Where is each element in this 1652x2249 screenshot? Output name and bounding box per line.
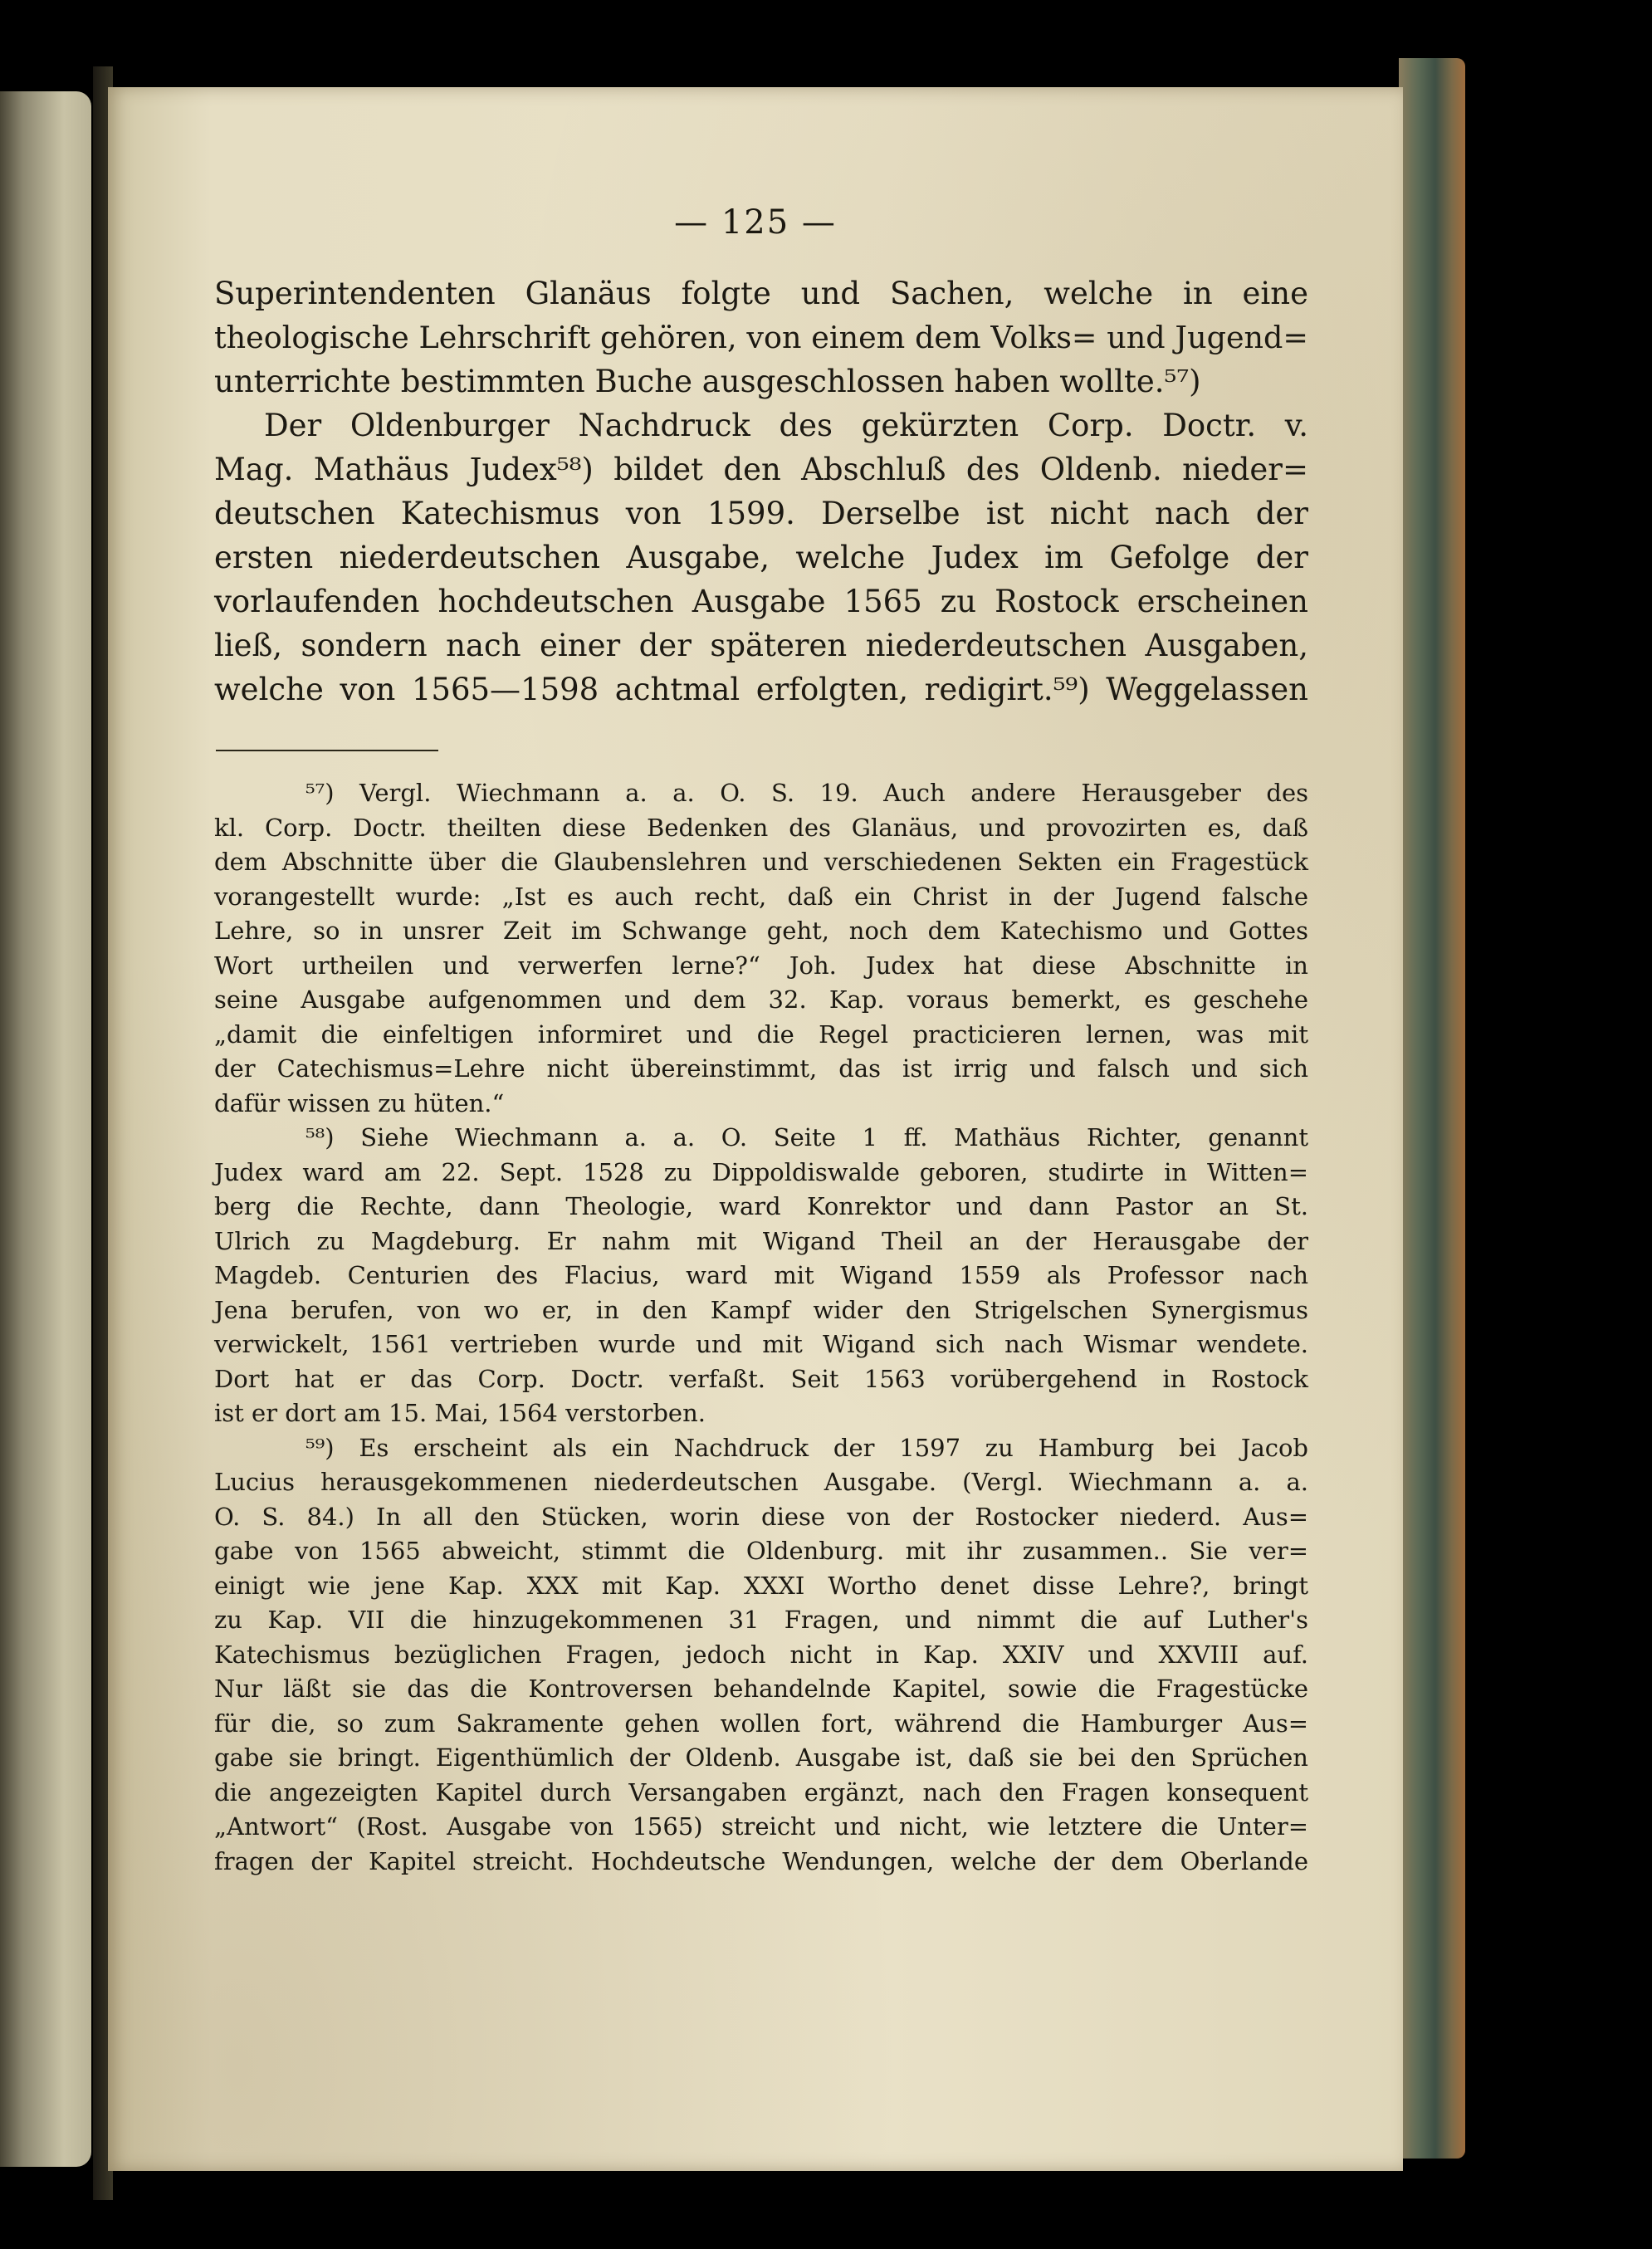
footnote-line: für die, so zum Sakramente gehen wollen fort, während die Hamburger Aus= (214, 1709, 1308, 1738)
left-page-edge (0, 91, 91, 2167)
footnote-line: ⁵⁸) Siehe Wiechmann a. a. O. Seite 1 ff. Mathäus Richter, genannt (305, 1123, 1308, 1151)
page-number: — 125 — (674, 203, 837, 242)
book-page (108, 87, 1403, 2171)
footnote-line: zu Kap. VII die hinzugekommenen 31 Fragen, und nimmt die auf Luther's (214, 1606, 1308, 1634)
text-line: deutschen Katechismus von 1599. Derselbe ist nicht nach der (214, 496, 1308, 531)
footnote-line: dem Abschnitte über die Glaubenslehren und verschiedenen Sekten ein Fragestück (214, 848, 1308, 876)
footnote-line: Nur läßt sie das die Kontroversen behandelnde Kapitel, sowie die Fragestücke (214, 1675, 1308, 1703)
footnote-line: Lucius herausgekommenen niederdeutschen Ausgabe. (Vergl. Wiechmann a. a. (214, 1468, 1308, 1496)
footnote-line: der Catechismus=Lehre nicht übereinstimmt, das ist irrig und falsch und sich (214, 1054, 1308, 1083)
footnote-line: seine Ausgabe aufgenommen und dem 32. Kap. voraus bemerkt, es geschehe (214, 985, 1308, 1014)
text-line: Mag. Mathäus Judex⁵⁸) bildet den Abschluß des Oldenb. nieder= (214, 452, 1308, 487)
footnote-divider (216, 750, 438, 751)
footnote-line: berg die Rechte, dann Theologie, ward Konrektor und dann Pastor an St. (214, 1192, 1308, 1220)
text-line: Der Oldenburger Nachdruck des gekürzten Corp. Doctr. v. (264, 408, 1308, 443)
text-line: welche von 1565—1598 achtmal erfolgten, redigirt.⁵⁹) Weggelassen (214, 672, 1308, 707)
footnote-line: gabe von 1565 abweicht, stimmt die Oldenburg. mit ihr zusammen.. Sie ver= (214, 1537, 1308, 1565)
footnote-line: Judex ward am 22. Sept. 1528 zu Dippoldiswalde geboren, studirte in Witten= (214, 1157, 1308, 1186)
footnote-line: gabe sie bringt. Eigenthümlich der Oldenb. Ausgabe ist, daß sie bei den Sprüchen (214, 1743, 1308, 1772)
footnote-line: „Antwort“ (Rost. Ausgabe von 1565) streicht und nicht, wie letztere die Unter= (214, 1812, 1308, 1841)
footnote-line: Dort hat er das Corp. Doctr. verfaßt. Seit 1563 vorübergehend in Rostock (214, 1364, 1308, 1393)
footnote-line: ⁵⁹) Es erscheint als ein Nachdruck der 1597 zu Hamburg bei Jacob (305, 1433, 1308, 1462)
text-line: unterrichte bestimmten Buche ausgeschlossen haben wollte.⁵⁷) (214, 364, 1201, 399)
footnote-line: Wort urtheilen und verwerfen lerne?“ Joh. Judex hat diese Abschnitte in (214, 951, 1308, 980)
footnote-line: einigt wie jene Kap. XXX mit Kap. XXXI Wortho denet disse Lehre?, bringt (214, 1571, 1308, 1600)
footnote-59 (214, 1431, 1308, 1880)
footnote-line: Magdeb. Centurien des Flacius, ward mit Wigand 1559 als Professor nach (214, 1261, 1308, 1289)
book-cover-edge (1399, 58, 1465, 2159)
text-line: ersten niederdeutschen Ausgabe, welche Judex im Gefolge der (214, 540, 1308, 575)
footnote-line: Lehre, so in unsrer Zeit im Schwange geht, noch dem Katechismo und Gottes (214, 917, 1308, 945)
text-line: vorlaufenden hochdeutschen Ausgabe 1565 zu Rostock erscheinen (214, 584, 1308, 619)
footnote-line: verwickelt, 1561 vertrieben wurde und mit Wigand sich nach Wismar wendete. (214, 1330, 1308, 1358)
footnotes (214, 776, 1308, 1879)
footnote-line: Jena berufen, von wo er, in den Kampf wider den Strigelschen Synergismus (214, 1295, 1308, 1324)
footnote-line: ist er dort am 15. Mai, 1564 verstorben. (214, 1399, 706, 1427)
footnote-line: die angezeigten Kapitel durch Versangaben ergänzt, nach den Fragen konsequent (214, 1777, 1308, 1807)
footnote-line: Katechismus bezüglichen Fragen, jedoch nicht in Kap. XXIV und XXVIII auf. (214, 1640, 1308, 1669)
text-line: ließ, sondern nach einer der späteren niederdeutschen Ausgaben, (214, 628, 1308, 663)
footnote-58 (214, 1121, 1308, 1431)
footnote-line: kl. Corp. Doctr. theilten diese Bedenken des Glanäus, und provozirten es, daß (214, 813, 1308, 842)
text-line: theologische Lehrschrift gehören, von einem dem Volks= und Jugend= (214, 320, 1308, 355)
footnote-57 (214, 776, 1308, 1121)
footnote-line: „damit die einfeltigen informiret und die Regel practicieren lernen, was mit (214, 1019, 1308, 1049)
footnote-line: Ulrich zu Magdeburg. Er nahm mit Wigand Theil an der Herausgabe der (214, 1226, 1308, 1255)
main-text (214, 271, 1308, 711)
footnote-line: fragen der Kapitel streicht. Hochdeutsche Wendungen, welche der dem Oberlande (214, 1846, 1308, 1875)
footnote-line: O. S. 84.) In all den Stücken, worin diese von der Rostocker niederd. Aus= (214, 1502, 1308, 1531)
footnote-line: dafür wissen zu hüten.“ (214, 1088, 505, 1117)
text-line: Superintendenten Glanäus folgte und Sachen, welche in eine (214, 276, 1308, 311)
footnote-line: vorangestellt wurde: „Ist es auch recht, daß ein Christ in der Jugend falsche (214, 882, 1308, 911)
footnote-line: ⁵⁷) Vergl. Wiechmann a. a. O. S. 19. Auch andere Herausgeber des (305, 779, 1308, 807)
